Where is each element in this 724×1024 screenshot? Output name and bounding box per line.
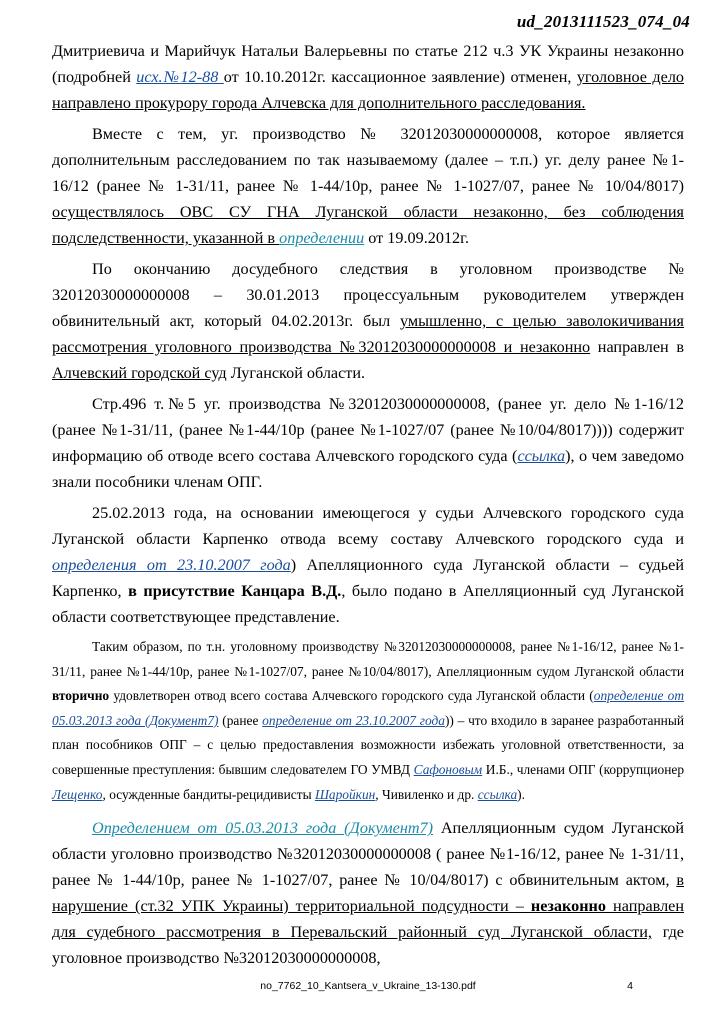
paragraph-3 xyxy=(52,256,684,386)
text: Дмитриевича и Марийчук Натальи Валерьевны по статье 212 ч.3 УК Украины незаконно (подробней xyxy=(52,42,684,86)
text: )) – что входило в заранее разработанный план пособников ОПГ – с целью предоставления возможности избежать уголовной ответственности, за совершенные преступления: бывшим следователем ГО УМВД xyxy=(52,712,684,777)
page-number: 4 xyxy=(627,980,633,992)
text: 25.02.2013 года, на основании имеющегося у судьи Алчевского городского суда Луганской области Карпенко отвода всему составу Алчевского городского суда и xyxy=(52,504,684,548)
paragraph-6 xyxy=(52,635,684,807)
link-opredelenie-2007[interactable]: определение от 23.10.2007 года xyxy=(262,712,445,728)
paragraph-2 xyxy=(52,121,684,251)
link-leschenko[interactable]: Лещенко xyxy=(52,786,103,802)
paragraph-4 xyxy=(52,391,684,495)
text: ), о чем заведомо знали пособники членам ОПГ. xyxy=(52,447,685,491)
text: Таким образом, по т.н. уголовному производству №32012030000000008, ранее №1-16/12, ранее №1-31/11, ранее №1-44/10р, ранее №1-1027/07, ранее №10/04/8017), Апелляционным судом Луганской области xyxy=(52,639,684,679)
link-ref-12-88[interactable]: исх.№12-88 xyxy=(136,68,224,86)
paragraph-5 xyxy=(52,500,684,630)
text: По окончанию досудебного следствия в уголовном производстве № 32012030000000008 – 30.01.2013 процессуальным руководителем утвержден обвинительный акт, который 04.02.2013г. был xyxy=(52,260,684,330)
text: , Чивиленко и др. xyxy=(375,786,478,802)
document-id: ud_2013111523_074_04 xyxy=(516,12,690,31)
text: И.Б., членами ОПГ (коррупционер xyxy=(482,761,685,777)
text: Луганской области. xyxy=(226,364,366,382)
bold-underlined-text: незаконно xyxy=(530,897,606,916)
paragraph-7 xyxy=(52,815,684,971)
link-opredelenii[interactable]: определении xyxy=(279,229,365,247)
document-body xyxy=(52,38,684,976)
link-sharoykin[interactable]: Шаройкин xyxy=(314,786,376,802)
text: , было подано в Апелляционный суд Луганской области соответствующее представление. xyxy=(52,582,684,626)
text: Стр.496 т.№5 уг. производства №32012030000000008, (ранее уг. дело №1-16/12 (ранее №1-31/11, (ранее №1-44/10р (ранее №1-1027/07 (ранее №10/04/8017)))) содержит информацию об отводе всего состава Алчевского городского суда ( xyxy=(52,395,684,465)
underlined-text: осуществлялось ОВС СУ ГНА Луганской области незаконно, без соблюдения подследственности, указанной в xyxy=(52,203,684,247)
text: от 19.09.2012г. xyxy=(364,229,469,247)
paragraph-1 xyxy=(52,38,684,116)
text: Вместе с тем, уг. производство № 32012030000000008, которое является дополнительным расследованием по так называемому (далее – т.п.) уг. делу ранее №1-16/12 (ранее № 1-31/11, ранее № 1-44/10р, ранее № 1-1027/07, ранее № 10/04/8017) xyxy=(52,125,684,195)
underlined-text: в нарушение (ст.32 УПК Украины) территориальной подсудности – xyxy=(52,871,684,916)
text: (ранее xyxy=(218,712,263,728)
link-opredelenie-2013[interactable]: определение от 05.03.2013 года (Документ7) xyxy=(52,688,684,728)
link-opredeleniya-2007[interactable]: определения от 23.10.2007 года xyxy=(52,556,291,574)
underlined-text: Алчевский городской суд xyxy=(52,364,227,382)
bold-text: вторично xyxy=(52,688,110,704)
link-ssylka-1[interactable]: ссылка xyxy=(517,447,566,465)
footer-filename: no_7762_10_Kantsera_v_Ukraine_13-130.pdf xyxy=(260,980,476,992)
text: от 10.10.2012г. кассационное заявление) отменен, xyxy=(223,68,577,86)
text: Апелляционным судом Луганской области уголовно производство №32012030000000008 ( ранее №1-16/12, ранее № 1-31/11, ранее № 1-44/10р, ранее № 1-1027/07, ранее № 10/04/8017) с обвинительным актом, xyxy=(52,819,684,890)
underlined-text: направлен для судебного рассмотрения в Перевальский районный суд Луганской области, xyxy=(52,897,684,942)
underlined-text: умышленно, с целью заволокичивания рассмотрения уголовного производства №32012030000000008 и незаконно xyxy=(52,312,684,356)
text: ). xyxy=(517,786,525,802)
text: удовлетворен отвод всего состава Алчевского городского суда Луганской области ( xyxy=(109,688,594,704)
bold-text: в присутствие Канцара В.Д. xyxy=(128,582,342,600)
link-safonov[interactable]: Сафоновым xyxy=(413,761,483,777)
underlined-text: уголовное дело направлено прокурору города Алчевска для дополнительного расследования. xyxy=(52,68,684,112)
text: , осужденные бандиты-рецидивисты xyxy=(102,786,315,802)
text: ) Апелляционного суда Луганской области – судьей Карпенко, xyxy=(52,556,684,600)
text: где уголовное производство №32012030000000008, xyxy=(52,923,684,968)
link-opredeleniem-2013[interactable]: Определением от 05.03.2013 года (Документ7) xyxy=(92,819,434,838)
link-ssylka-2[interactable]: ссылка xyxy=(477,786,518,802)
text: направлен в xyxy=(590,338,684,356)
